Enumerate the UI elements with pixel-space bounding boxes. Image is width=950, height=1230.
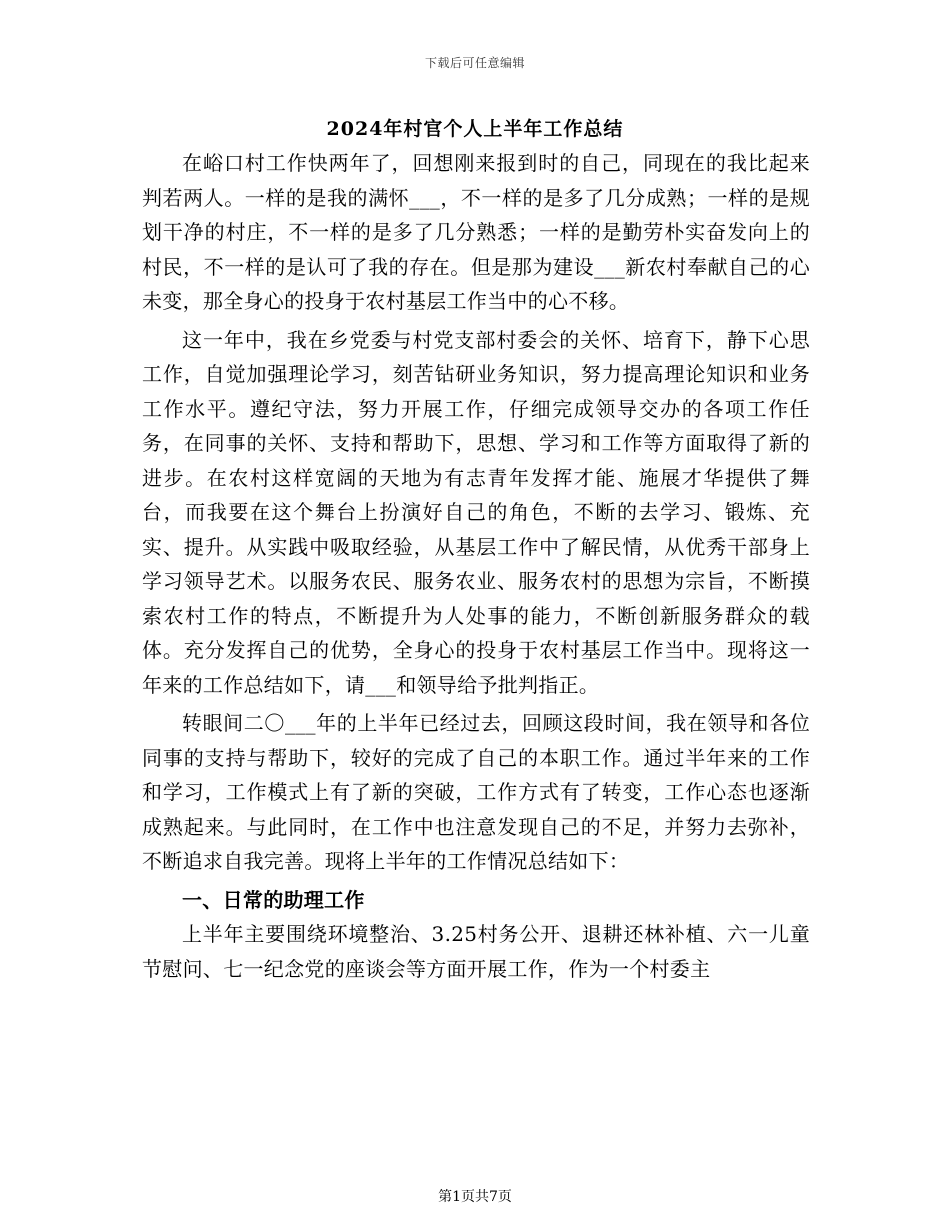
document-title: 2024年村官个人上半年工作总结 xyxy=(326,118,624,140)
paragraph-2: 这一年中，我在乡党委与村党支部村委会的关怀、培育下，静下心思工作，自觉加强理论学习，刻苦钻研业务知识，努力提高理论知识和业务工作水平。遵纪守法，努力开展工作，仔细完成领导交办的各项工作任务，在同事的关怀、支持和帮助下，思想、学习和工作等方面取得了新的进步。在农村这样宽阔的天地为有志青年发挥才能、施展才华提供了舞台，而我要在这个舞台上扮演好自己的角色，不断的去学习、锻炼、充实、提升。从实践中吸取经验，从基层工作中了解民情，从优秀干部身上学习领导艺术。以服务农民、服务农业、服务农村的思想为宗旨，不断摸索农村工作的特点，不断提升为人处事的能力，不断创新服务群众的载体。充分发挥自己的优势，全身心的投身于农村基层工作当中。现将这一年来的工作总结如下，请___和领导给予批判指正。 xyxy=(142,327,810,697)
section-heading-1: 一、日常的助理工作 xyxy=(182,887,365,912)
section-1-paragraph: 上半年主要围绕环境整治、3.25村务公开、退耕还林补植、六一儿童节慰问、七一纪念党的座谈会等方面开展工作，作为一个村委主 xyxy=(142,922,810,981)
document-body xyxy=(142,146,810,990)
paragraph-1: 在峪口村工作快两年了，回想刚来报到时的自己，同现在的我比起来判若两人。一样的是我的满怀___，不一样的是多了几分成熟；一样的是规划干净的村庄，不一样的是多了几分熟悉；一样的是勤劳朴实奋发向上的村民，不一样的是认可了我的存在。但是那为建设___新农村奉献自己的心未变，那全身心的投身于农村基层工作当中的心不移。 xyxy=(142,151,810,313)
header-note: 下载后可任意编辑 xyxy=(424,56,525,70)
paragraph-3: 转眼间二〇___年的上半年已经过去，回顾这段时间，我在领导和各位同事的支持与帮助下，较好的完成了自己的本职工作。通过半年来的工作和学习，工作模式上有了新的突破，工作方式有了转变，工作心态也逐渐成熟起来。与此同时，在工作中也注意发现自己的不足，并努力去弥补，不断追求自我完善。现将上半年的工作情况总结如下： xyxy=(142,711,810,873)
page-number: 第1页共7页 xyxy=(438,1189,512,1205)
